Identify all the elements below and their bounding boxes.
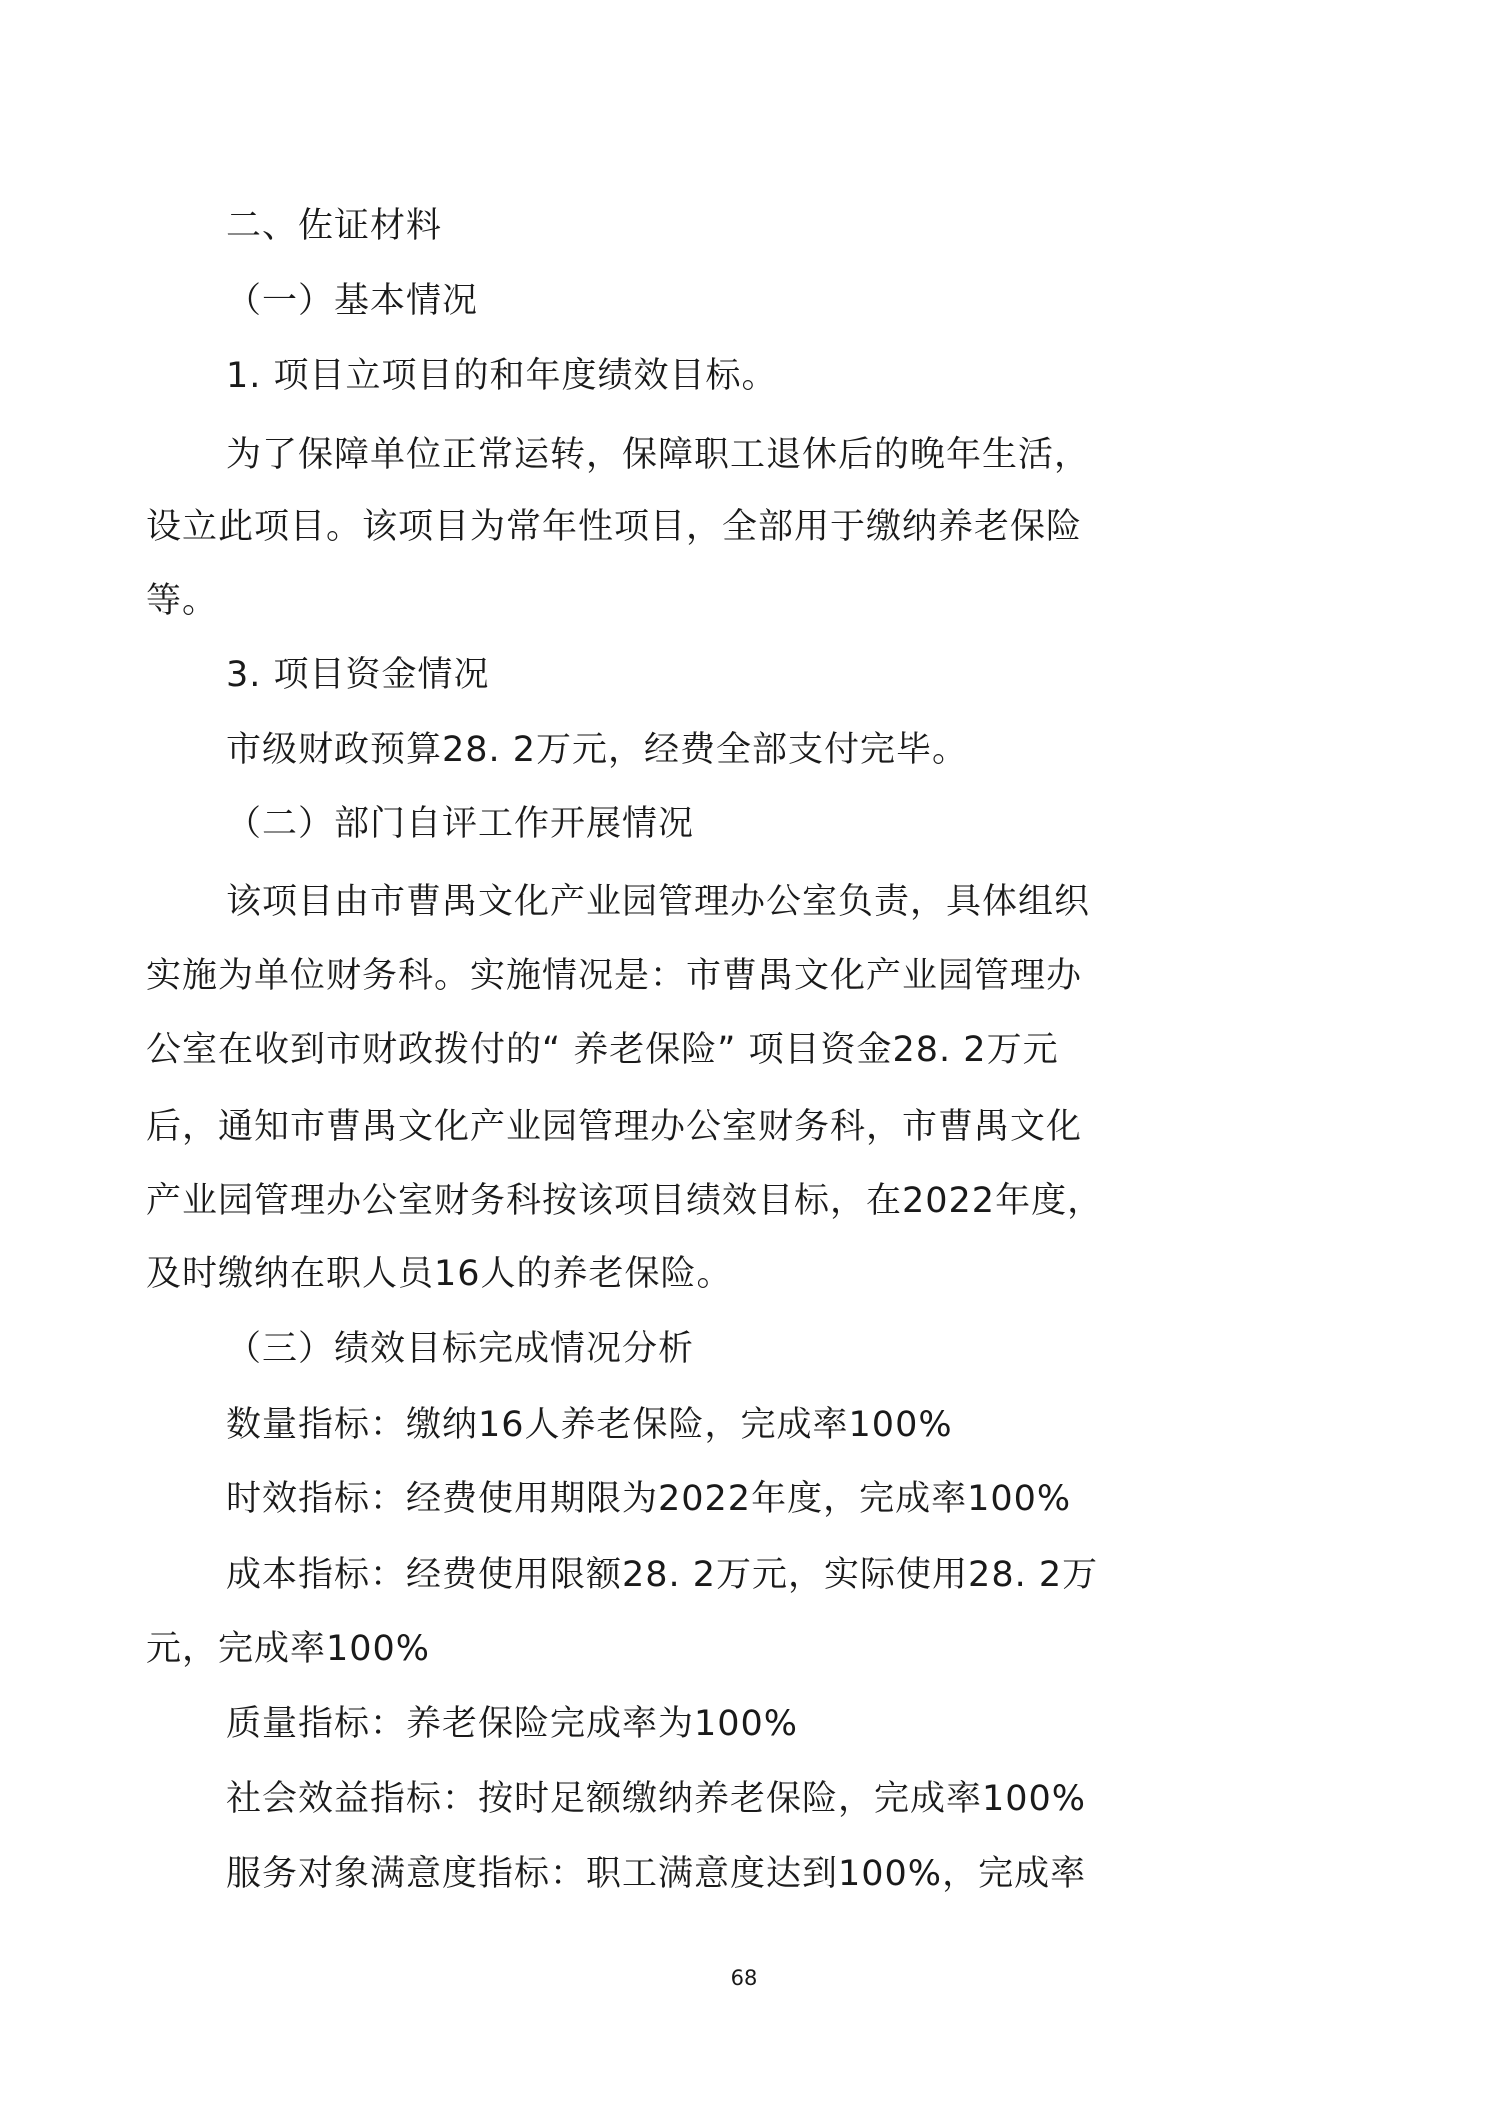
subheading-self-evaluation: （二）部门自评工作开展情况	[226, 804, 695, 844]
indicator-cost-continued: 元，完成率100%	[146, 1629, 431, 1669]
subheading-goal-completion: （三）绩效目标完成情况分析	[226, 1329, 695, 1369]
paragraph-line: 为了保障单位正常运转，保障职工退休后的晚年生活，	[226, 435, 1091, 475]
paragraph-line: 市级财政预算28. 2万元，经费全部支付完毕。	[226, 730, 969, 770]
indicator-quantity: 数量指标：缴纳16人养老保险，完成率100%	[226, 1405, 953, 1445]
paragraph-line: 设立此项目。该项目为常年性项目，全部用于缴纳养老保险	[146, 507, 1083, 547]
indicator-satisfaction: 服务对象满意度指标：职工满意度达到100%，完成率	[226, 1854, 1087, 1894]
paragraph-line: 后，通知市曹禺文化产业园管理办公室财务科，市曹禺文化	[146, 1107, 1083, 1147]
paragraph-line: 等。	[146, 581, 219, 621]
indicator-social-benefit: 社会效益指标：按时足额缴纳养老保险，完成率100%	[226, 1779, 1087, 1819]
paragraph-line: 该项目由市曹禺文化产业园管理办公室负责，具体组织	[226, 882, 1091, 922]
section-heading-evidence: 二、佐证材料	[226, 206, 443, 246]
subheading-basic-info: （一）基本情况	[226, 281, 479, 321]
paragraph-line: 实施为单位财务科。实施情况是：市曹禺文化产业园管理办	[146, 956, 1083, 996]
paragraph-line: 公室在收到市财政拨付的“ 养老保险” 项目资金28. 2万元	[146, 1030, 1059, 1070]
page-number: 68	[730, 1966, 758, 1990]
item-heading-funding: 3. 项目资金情况	[226, 655, 490, 695]
indicator-timeliness: 时效指标：经费使用期限为2022年度，完成率100%	[226, 1479, 1072, 1519]
item-heading-project-goal: 1. 项目立项目的和年度绩效目标。	[226, 356, 778, 396]
indicator-cost: 成本指标：经费使用限额28. 2万元，实际使用28. 2万	[226, 1555, 1099, 1595]
indicator-quality: 质量指标：养老保险完成率为100%	[226, 1704, 799, 1744]
paragraph-line: 产业园管理办公室财务科按该项目绩效目标，在2022年度，	[146, 1181, 1104, 1221]
paragraph-line: 及时缴纳在职人员16人的养老保险。	[146, 1254, 733, 1294]
